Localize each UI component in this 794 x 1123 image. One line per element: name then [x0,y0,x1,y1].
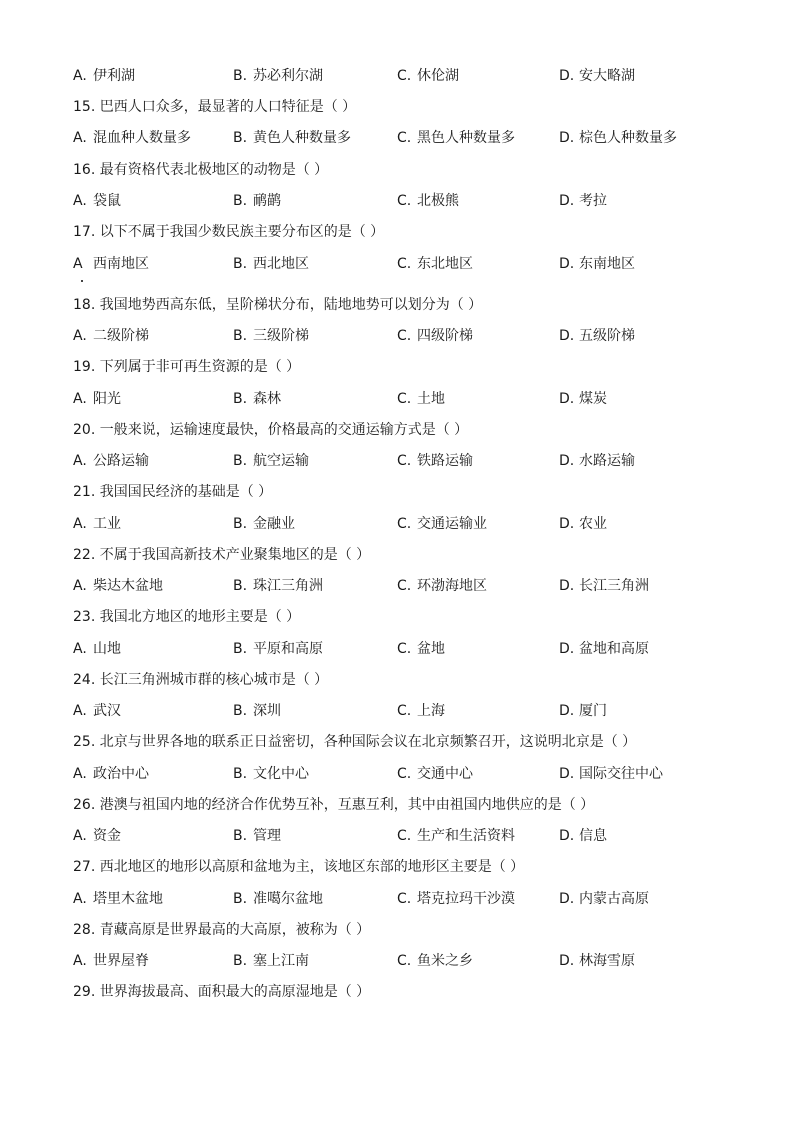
option-letter: A. [73,828,87,844]
option-letter: B. [233,641,248,657]
option-text: 三级阶梯 [253,328,309,344]
option-letter: D. [559,130,575,146]
option-item [397,514,487,534]
question-text [73,420,754,440]
question-stem: 17. 以下不属于我国少数民族主要分布区的是（ ） [73,224,385,240]
option-text: 森林 [253,391,281,407]
option-item [559,764,663,784]
option-item [397,254,473,274]
question-text [73,670,754,690]
options-row [73,451,754,471]
option-letter: C. [397,828,412,844]
option-text: 塔克拉玛干沙漠 [417,891,515,907]
option-text: 交通运输业 [417,516,487,532]
option-letter: A. [73,130,87,146]
question-stem: 27. 西北地区的地形以高原和盆地为主，该地区东部的地形区主要是（ ） [73,859,525,875]
option-text: 西南地区 [93,256,149,272]
question-stem: 25. 北京与世界各地的联系正日益密切，各种国际会议在北京频繁召开，这说明北京是（ ） [73,734,637,750]
option-text: 管理 [253,828,281,844]
option-text: 政治中心 [93,766,149,782]
option-letter: D. [559,578,575,594]
question-stem: 23. 我国北方地区的地形主要是（ ） [73,609,301,625]
option-item [397,576,487,596]
option-text: 盆地 [417,641,445,657]
option-item [73,576,163,596]
options-row [73,66,754,86]
question-stem: 29. 世界海拔最高、面积最大的高原湿地是（ ） [73,984,371,1000]
option-letter: B. [233,193,248,209]
options-row [73,254,754,274]
option-letter: A. [73,68,87,84]
option-item [559,701,607,721]
option-letter: B. [233,256,248,272]
options-row [73,639,754,659]
option-text: 林海雪原 [579,953,635,969]
option-text: 东北地区 [417,256,473,272]
question-text [73,607,754,627]
options-row [73,951,754,971]
option-text: 铁路运输 [417,453,473,469]
option-item [233,254,309,274]
option-item [73,889,163,909]
option-item [73,514,121,534]
option-text: 国际交往中心 [579,766,663,782]
option-text: 鸸鹋 [253,193,281,209]
option-letter: C. [397,193,412,209]
option-text: 资金 [93,828,121,844]
option-letter: D. [559,766,575,782]
option-item [397,764,473,784]
option-letter: B. [233,516,248,532]
option-item [233,389,281,409]
option-text: 珠江三角洲 [253,578,323,594]
option-letter: C. [397,703,412,719]
option-item [73,451,149,471]
option-letter: A. [73,193,87,209]
option-letter: D. [559,453,575,469]
option-letter: D. [559,953,575,969]
option-item [559,191,607,211]
option-item [559,66,635,86]
stray-dot [81,280,83,282]
option-text: 公路运输 [93,453,149,469]
option-text: 鱼米之乡 [417,953,473,969]
option-text: 五级阶梯 [579,328,635,344]
option-text: 二级阶梯 [93,328,149,344]
question-stem: 24. 长江三角洲城市群的核心城市是（ ） [73,672,329,688]
option-letter: C. [397,130,412,146]
option-item [397,826,515,846]
option-letter: C. [397,453,412,469]
option-letter: B. [233,891,248,907]
option-item [559,389,607,409]
option-letter: C. [397,891,412,907]
option-letter: A. [73,891,87,907]
option-item [559,254,635,274]
option-letter: B. [233,453,248,469]
option-item [397,66,459,86]
option-letter: A. [73,578,87,594]
option-letter: A [73,256,83,272]
option-text: 上海 [417,703,445,719]
option-text: 考拉 [579,193,607,209]
option-text: 航空运输 [253,453,309,469]
option-letter: D. [559,703,575,719]
option-letter: D. [559,256,575,272]
option-item [73,66,135,86]
option-text: 水路运输 [579,453,635,469]
option-text: 长江三角洲 [579,578,649,594]
option-letter: B. [233,130,248,146]
question-stem: 20. 一般来说，运输速度最快，价格最高的交通运输方式是（ ） [73,422,469,438]
question-stem: 26. 港澳与祖国内地的经济合作优势互补，互惠互利，其中由祖国内地供应的是（ ） [73,797,595,813]
option-item [233,451,309,471]
option-letter: A. [73,453,87,469]
option-text: 深圳 [253,703,281,719]
options-row [73,701,754,721]
option-item [559,576,649,596]
option-text: 东南地区 [579,256,635,272]
option-letter: C. [397,391,412,407]
option-letter: D. [559,391,575,407]
options-row [73,889,754,909]
option-text: 北极熊 [417,193,459,209]
question-text [73,795,754,815]
options-row [73,191,754,211]
question-stem: 15. 巴西人口众多，最显著的人口特征是（ ） [73,99,357,115]
options-row [73,389,754,409]
option-letter: C. [397,766,412,782]
option-text: 黄色人种数量多 [253,130,351,146]
option-letter: D. [559,328,575,344]
question-text [73,222,754,242]
question-text [73,482,754,502]
option-letter: B. [233,391,248,407]
option-text: 休伦湖 [417,68,459,84]
option-text: 金融业 [253,516,295,532]
option-letter: C. [397,68,412,84]
option-letter: C. [397,578,412,594]
option-text: 环渤海地区 [417,578,487,594]
option-item [233,826,281,846]
option-text: 土地 [417,391,445,407]
option-text: 文化中心 [253,766,309,782]
option-letter: B. [233,578,248,594]
question-text [73,357,754,377]
question-stem: 19. 下列属于非可再生资源的是（ ） [73,359,301,375]
option-item [559,451,635,471]
options-row [73,326,754,346]
option-text: 塔里木盆地 [93,891,163,907]
option-text: 武汉 [93,703,121,719]
option-text: 内蒙古高原 [579,891,649,907]
question-stem: 22. 不属于我国高新技术产业聚集地区的是（ ） [73,547,371,563]
option-text: 四级阶梯 [417,328,473,344]
option-item [397,639,445,659]
option-item [73,326,149,346]
option-text: 交通中心 [417,766,473,782]
question-text [73,982,754,1002]
question-stem: 28. 青藏高原是世界最高的大高原，被称为（ ） [73,922,371,938]
option-item [73,389,121,409]
option-text: 安大略湖 [579,68,635,84]
option-letter: D. [559,828,575,844]
option-letter: A. [73,328,87,344]
question-stem: 18. 我国地势西高东低，呈阶梯状分布，陆地地势可以划分为（ ） [73,297,483,313]
option-item [73,639,121,659]
option-item [397,701,445,721]
option-letter: C. [397,328,412,344]
question-text [73,732,754,752]
option-text: 农业 [579,516,607,532]
option-item [559,826,607,846]
option-item [397,451,473,471]
option-item [73,764,149,784]
option-text: 平原和高原 [253,641,323,657]
option-item [73,254,149,274]
option-text: 柴达木盆地 [93,578,163,594]
option-letter: B. [233,68,248,84]
option-item [233,951,309,971]
options-row [73,576,754,596]
option-letter: D. [559,193,575,209]
option-letter: A. [73,391,87,407]
options-row [73,764,754,784]
option-item [559,514,607,534]
option-item [233,326,309,346]
question-stem: 21. 我国国民经济的基础是（ ） [73,484,273,500]
option-item [233,639,323,659]
question-stem: 16. 最有资格代表北极地区的动物是（ ） [73,162,329,178]
option-letter: D. [559,641,575,657]
option-text: 黑色人种数量多 [417,130,515,146]
question-text [73,295,754,315]
option-item [397,326,473,346]
option-item [559,128,677,148]
option-text: 伊利湖 [93,68,135,84]
option-letter: B. [233,703,248,719]
question-text [73,857,754,877]
option-letter: B. [233,828,248,844]
option-item [559,639,649,659]
option-text: 煤炭 [579,391,607,407]
option-letter: A. [73,766,87,782]
option-item [233,66,323,86]
options-row [73,826,754,846]
question-text [73,97,754,117]
option-letter: B. [233,953,248,969]
option-text: 准噶尔盆地 [253,891,323,907]
option-text: 山地 [93,641,121,657]
option-letter: C. [397,641,412,657]
option-letter: A. [73,641,87,657]
option-text: 混血种人数量多 [93,130,191,146]
option-letter: D. [559,68,575,84]
option-item [233,128,351,148]
option-text: 盆地和高原 [579,641,649,657]
option-item [233,701,281,721]
option-item [559,326,635,346]
option-item [73,951,149,971]
option-text: 棕色人种数量多 [579,130,677,146]
option-letter: A. [73,703,87,719]
option-text: 工业 [93,516,121,532]
option-letter: D. [559,516,575,532]
option-letter: C. [397,256,412,272]
question-text [73,920,754,940]
option-text: 生产和生活资料 [417,828,515,844]
option-letter: A. [73,516,87,532]
option-item [233,514,295,534]
options-row [73,514,754,534]
option-item [73,826,121,846]
question-text [73,160,754,180]
option-letter: D. [559,891,575,907]
option-letter: C. [397,516,412,532]
options-row [73,128,754,148]
option-text: 塞上江南 [253,953,309,969]
option-item [73,701,121,721]
option-text: 信息 [579,828,607,844]
option-item [73,128,191,148]
option-item [397,951,473,971]
option-item [233,764,309,784]
option-item [559,951,635,971]
option-letter: C. [397,953,412,969]
option-text: 阳光 [93,391,121,407]
option-text: 苏必利尔湖 [253,68,323,84]
option-item [233,576,323,596]
option-letter: B. [233,766,248,782]
question-text [73,545,754,565]
option-item [397,191,459,211]
option-item [233,889,323,909]
option-text: 西北地区 [253,256,309,272]
option-item [233,191,281,211]
option-item [397,389,445,409]
option-item [73,191,121,211]
option-text: 袋鼠 [93,193,121,209]
option-item [397,128,515,148]
option-item [559,889,649,909]
option-letter: A. [73,953,87,969]
option-text: 世界屋脊 [93,953,149,969]
option-text: 厦门 [579,703,607,719]
option-item [397,889,515,909]
option-letter: B. [233,328,248,344]
